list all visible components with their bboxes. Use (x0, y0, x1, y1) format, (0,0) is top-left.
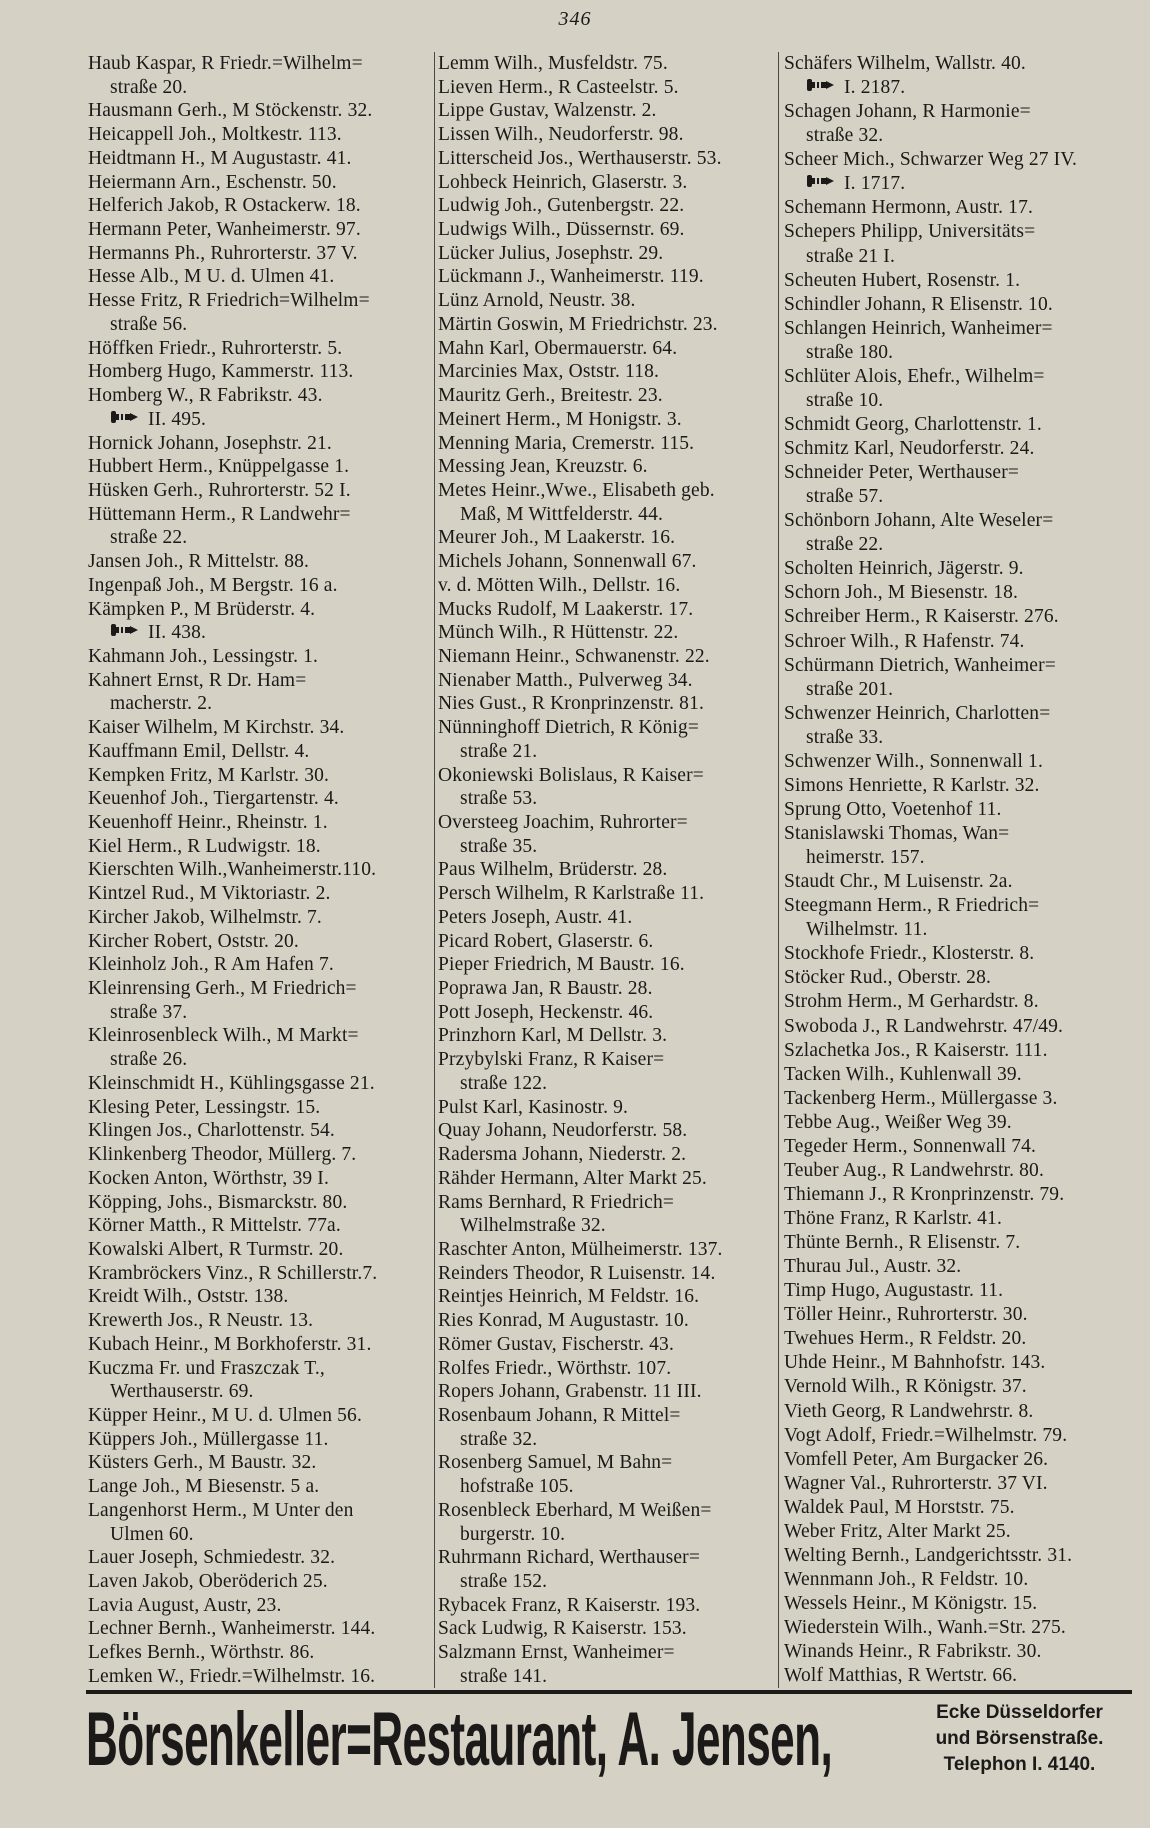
directory-entry: Helferich Jakob, R Ostackerw. 18. (88, 195, 361, 217)
entry-continuation: straße 180. (806, 341, 894, 363)
directory-entry: Oversteeg Joachim, Ruhrorter= (438, 812, 688, 833)
directory-entry: Litterscheid Jos., Werthauserstr. 53. (438, 147, 722, 169)
entry-continuation: straße 56. (110, 313, 188, 335)
directory-entry: Persch Wilhelm, R Karlstraße 11. (438, 883, 705, 905)
directory-entry: Niemann Heinr., Schwanenstr. 22. (438, 645, 710, 667)
directory-entry: Meinert Herm., M Honigstr. 3. (438, 408, 682, 430)
directory-entry: Schlangen Heinrich, Wanheimer= (784, 317, 1053, 339)
directory-entry: Keuenhoff Heinr., Rheinstr. 1. (88, 812, 328, 833)
directory-entry: Ingenpaß Joh., M Bergstr. 16 a. (88, 574, 338, 596)
directory-entry: Hüttemann Herm., R Landwehr= (88, 503, 351, 525)
directory-entry: Lippe Gustav, Walzenstr. 2. (438, 100, 657, 122)
directory-entry: Kowalski Albert, R Turmstr. 20. (88, 1238, 344, 1260)
entry-continuation: straße 32. (460, 1428, 538, 1450)
directory-entry: Waldek Paul, M Horststr. 75. (784, 1496, 1015, 1518)
directory-entry: Tegeder Herm., Sonnenwall 74. (784, 1135, 1037, 1157)
directory-entry: Klesing Peter, Lessingstr. 15. (88, 1096, 321, 1118)
directory-entry: Welting Bernh., Landgerichtsstr. 31. (784, 1544, 1073, 1566)
directory-entry: Kleinschmidt H., Kühlingsgasse 21. (88, 1072, 375, 1094)
directory-entry: Lefkes Bernh., Wörthstr. 86. (88, 1642, 315, 1664)
directory-entry: Nies Gust., R Kronprinzenstr. 81. (438, 693, 705, 715)
directory-entry: Staudt Chr., M Luisenstr. 2a. (784, 871, 1013, 893)
entry-continuation: straße 21. (460, 740, 538, 762)
directory-entry: Kleinholz Joh., R Am Hafen 7. (88, 954, 334, 976)
entry-continuation: heimerstr. 157. (806, 847, 925, 869)
entry-continuation: straße 152. (460, 1571, 548, 1592)
phone-entry (784, 172, 1129, 195)
directory-entry: Reinders Theodor, R Luisenstr. 14. (438, 1262, 716, 1284)
directory-entry: Langenhorst Herm., M Unter den (88, 1499, 354, 1521)
directory-entry: Ries Konrad, M Augustastr. 10. (438, 1310, 689, 1332)
advertisement-address-line: Ecke Düsseldorfer (936, 1702, 1103, 1723)
directory-entry: Tackenberg Herm., Müllergasse 3. (784, 1087, 1058, 1109)
directory-entry: Radersma Johann, Niederstr. 2. (438, 1144, 687, 1166)
entry-continuation: Maß, M Wittfelderstr. 44. (460, 503, 663, 525)
directory-entry: Keuenhof Joh., Tiergartenstr. 4. (88, 788, 339, 810)
directory-entry: Kleinrensing Gerh., M Friedrich= (88, 978, 357, 1000)
directory-entry: Timp Hugo, Augustastr. 11. (784, 1280, 1004, 1302)
directory-entry: Scholten Heinrich, Jägerstr. 9. (784, 558, 1024, 580)
telephone-receiver-icon (806, 76, 836, 99)
directory-entry: Schindler Johann, R Elisenstr. 10. (784, 293, 1053, 315)
directory-entry: Wennmann Joh., R Feldstr. 10. (784, 1568, 1029, 1590)
directory-entry: Lückmann J., Wanheimerstr. 119. (438, 266, 704, 288)
directory-entry: Vieth Georg, R Landwehrstr. 8. (784, 1400, 1034, 1422)
directory-entry: Schroer Wilh., R Hafenstr. 74. (784, 630, 1025, 652)
directory-entry: Prinzhorn Karl, M Dellstr. 3. (438, 1025, 668, 1047)
directory-entry: Raschter Anton, Mülheimerstr. 137. (438, 1238, 723, 1260)
directory-entry: Rähder Hermann, Alter Markt 25. (438, 1167, 707, 1189)
directory-entry: Hausmann Gerh., M Stöckenstr. 32. (88, 100, 373, 122)
directory-entry: Kaiser Wilhelm, M Kirchstr. 34. (88, 717, 345, 739)
entry-continuation: straße 22. (110, 527, 188, 549)
directory-entry: Kleinrosenbleck Wilh., M Markt= (88, 1025, 359, 1047)
directory-entry: Scheer Mich., Schwarzer Weg 27 IV. (784, 149, 1078, 171)
directory-entry: Pulst Karl, Kasinostr. 9. (438, 1096, 629, 1118)
page-number: 346 (558, 8, 592, 30)
directory-entry: Kahnert Ernst, R Dr. Ham= (88, 669, 307, 691)
directory-entry: Schäfers Wilhelm, Wallstr. 40. (784, 53, 1026, 74)
directory-entry: Lieven Herm., R Casteelstr. 5. (438, 76, 679, 98)
entry-continuation: burgerstr. 10. (460, 1523, 566, 1545)
directory-entry: Lange Joh., M Biesenstr. 5 a. (88, 1476, 320, 1498)
directory-column-3 (784, 52, 1129, 1688)
directory-entry: Laven Jakob, Oberöderich 25. (88, 1571, 328, 1592)
directory-entry: Thiemann J., R Kronprinzenstr. 79. (784, 1183, 1065, 1205)
directory-entry: Schagen Johann, R Harmonie= (784, 101, 1031, 123)
directory-entry: Höffken Friedr., Ruhrorterstr. 5. (88, 337, 343, 359)
phone-number: II. 495. (148, 408, 207, 430)
directory-entry: Paus Wilhelm, Brüderstr. 28. (438, 859, 668, 881)
directory-entry: Lemken W., Friedr.=Wilhelmstr. 16. (88, 1665, 376, 1687)
directory-entry: Wessels Heinr., M Königstr. 15. (784, 1593, 1038, 1614)
directory-entry: Kreidt Wilh., Oststr. 138. (88, 1286, 289, 1308)
directory-entry: Heidtmann H., M Augustastr. 41. (88, 147, 352, 169)
directory-entry: Vernold Wilh., R Königstr. 37. (784, 1376, 1027, 1398)
directory-entry: Peters Joseph, Austr. 41. (438, 906, 633, 928)
directory-entry: Schmidt Georg, Charlottenstr. 1. (784, 413, 1042, 435)
column-divider (434, 52, 435, 1688)
directory-entry: Kocken Anton, Wörthstr, 39 I. (88, 1167, 329, 1189)
directory-entry: Twehues Herm., R Feldstr. 20. (784, 1328, 1027, 1350)
directory-entry: Ropers Johann, Grabenstr. 11 III. (438, 1381, 702, 1403)
entry-continuation: straße 26. (110, 1049, 188, 1071)
directory-entry: Kempken Fritz, M Karlstr. 30. (88, 764, 330, 786)
directory-entry: Töller Heinr., Ruhrorterstr. 30. (784, 1304, 1028, 1326)
directory-entry: Uhde Heinr., M Bahnhofstr. 143. (784, 1352, 1046, 1374)
phone-entry (88, 408, 432, 431)
directory-entry: Kircher Jakob, Wilhelmstr. 7. (88, 906, 322, 928)
entry-continuation: Werthauserstr. 69. (110, 1381, 254, 1403)
directory-entry: Krewerth Jos., R Neustr. 13. (88, 1310, 314, 1332)
entry-continuation: macherstr. 2. (110, 693, 213, 715)
phone-entry (784, 76, 1129, 99)
directory-entry: Rosenbaum Johann, R Mittel= (438, 1404, 681, 1426)
entry-continuation: Ulmen 60. (110, 1523, 194, 1545)
directory-entry: v. d. Mötten Wilh., Dellstr. 16. (438, 574, 681, 596)
directory-entry: Kircher Robert, Oststr. 20. (88, 930, 299, 952)
entry-continuation: straße 201. (806, 678, 894, 700)
directory-entry: Hornick Johann, Josephstr. 21. (88, 432, 332, 454)
phone-number: I. 1717. (844, 173, 906, 195)
directory-entry: Stockhofe Friedr., Klosterstr. 8. (784, 943, 1035, 965)
directory-entry: Vogt Adolf, Friedr.=Wilhelmstr. 79. (784, 1424, 1068, 1446)
entry-continuation: straße 37. (110, 1001, 188, 1023)
directory-entry: Messing Jean, Kreuzstr. 6. (438, 456, 648, 478)
directory-entry: Stöcker Rud., Oberstr. 28. (784, 967, 992, 989)
directory-entry: Strohm Herm., M Gerhardstr. 8. (784, 991, 1039, 1013)
directory-column-1 (88, 52, 432, 1688)
directory-entry: Münch Wilh., R Hüttenstr. 22. (438, 622, 679, 644)
directory-entry: Heicappell Joh., Moltkestr. 113. (88, 124, 342, 146)
directory-entry: Pieper Friedrich, M Baustr. 16. (438, 954, 685, 976)
directory-entry: Schürmann Dietrich, Wanheimer= (784, 654, 1056, 676)
directory-entry: Tebbe Aug., Weißer Weg 39. (784, 1111, 1012, 1133)
telephone-receiver-icon (806, 172, 836, 195)
directory-entry: Römer Gustav, Fischerstr. 43. (438, 1333, 674, 1355)
directory-entry: Hüsken Gerh., Ruhrorterstr. 52 I. (88, 479, 351, 501)
directory-entry: Heiermann Arn., Eschenstr. 50. (88, 171, 337, 193)
directory-entry: Märtin Goswin, M Friedrichstr. 23. (438, 313, 718, 335)
directory-entry: Quay Johann, Neudorferstr. 58. (438, 1120, 688, 1142)
directory-entry: Thurau Jul., Austr. 32. (784, 1256, 962, 1278)
advertisement-address (907, 1700, 1132, 1778)
telephone-receiver-icon (110, 408, 140, 431)
directory-entry: Vomfell Peter, Am Burgacker 26. (784, 1448, 1049, 1470)
directory-entry: Michels Johann, Sonnenwall 67. (438, 551, 697, 573)
directory-entry: Wolf Matthias, R Wertstr. 66. (784, 1665, 1018, 1687)
directory-entry: Kubach Heinr., M Borkhoferstr. 31. (88, 1333, 372, 1355)
directory-entry: Lissen Wilh., Neudorferstr. 98. (438, 124, 684, 146)
advertisement-title: Börsenkeller=Restaurant, A. Jensen, (86, 1697, 833, 1782)
directory-entry: Schemann Hermonn, Austr. 17. (784, 197, 1034, 219)
directory-entry: Weber Fritz, Alter Markt 25. (784, 1520, 1011, 1542)
entry-continuation: straße 22. (806, 534, 884, 556)
directory-entry: Przybylski Franz, R Kaiser= (438, 1049, 665, 1071)
directory-entry: Nünninghoff Dietrich, R König= (438, 717, 700, 739)
directory-entry: Schönborn Johann, Alte Weseler= (784, 510, 1054, 532)
directory-entry: Schwenzer Wilh., Sonnenwall 1. (784, 750, 1043, 772)
directory-entry: Schreiber Herm., R Kaiserstr. 276. (784, 606, 1059, 628)
directory-entry: Lauer Joseph, Schmiedestr. 32. (88, 1547, 336, 1569)
directory-entry: Kierschten Wilh.,Wanheimerstr.110. (88, 859, 377, 881)
directory-entry: Mahn Karl, Obermauerstr. 64. (438, 337, 678, 359)
directory-entry: Salzmann Ernst, Wanheimer= (438, 1642, 675, 1664)
telephone-receiver-icon (110, 621, 140, 644)
phone-number: II. 438. (148, 622, 207, 644)
directory-column-2 (438, 52, 774, 1688)
directory-entry: Winands Heinr., R Fabrikstr. 30. (784, 1641, 1042, 1663)
directory-entry: Schorn Joh., M Biesenstr. 18. (784, 582, 1019, 604)
phone-number: I. 2187. (844, 77, 906, 99)
entry-continuation: straße 33. (806, 726, 884, 748)
directory-entry: Köpping, Johs., Bismarckstr. 80. (88, 1191, 348, 1213)
entry-continuation: Wilhelmstraße 32. (460, 1215, 606, 1237)
entry-continuation: straße 35. (460, 835, 538, 857)
directory-entry: Rams Bernhard, R Friedrich= (438, 1191, 675, 1213)
directory-entry: Sprung Otto, Voetenhof 11. (784, 798, 1002, 820)
directory-entry: Okoniewski Bolislaus, R Kaiser= (438, 764, 704, 786)
directory-entry: Thöne Franz, R Karlstr. 41. (784, 1208, 1002, 1229)
directory-entry: Teuber Aug., R Landwehrstr. 80. (784, 1159, 1044, 1181)
entry-continuation: straße 141. (460, 1665, 548, 1687)
directory-entry: Swoboda J., R Landwehrstr. 47/49. (784, 1015, 1064, 1037)
directory-entry: Hubbert Herm., Knüppelgasse 1. (88, 456, 350, 478)
directory-entry: Nienaber Matth., Pulverweg 34. (438, 669, 693, 691)
directory-entry: Kiel Herm., R Ludwigstr. 18. (88, 835, 321, 857)
entry-continuation: straße 122. (460, 1072, 548, 1094)
directory-entry: Schwenzer Heinrich, Charlotten= (784, 702, 1051, 724)
directory-entry: Ludwig Joh., Gutenbergstr. 22. (438, 195, 685, 217)
directory-entry: Rosenberg Samuel, M Bahn= (438, 1452, 673, 1474)
directory-entry: Reintjes Heinrich, M Feldstr. 16. (438, 1286, 700, 1308)
entry-continuation: straße 57. (806, 486, 884, 508)
directory-entry: Pott Joseph, Heckenstr. 46. (438, 1001, 654, 1023)
directory-entry: Sack Ludwig, R Kaiserstr. 153. (438, 1618, 687, 1640)
directory-entry: Lücker Julius, Josephstr. 29. (438, 242, 664, 264)
directory-entry: Klingen Jos., Charlottenstr. 54. (88, 1120, 335, 1142)
directory-entry: Jansen Joh., R Mittelstr. 88. (88, 551, 310, 573)
phone-entry (88, 621, 432, 644)
directory-entry: Hesse Alb., M U. d. Ulmen 41. (88, 266, 335, 288)
directory-entry: Picard Robert, Glaserstr. 6. (438, 930, 654, 952)
directory-entry: Küpper Heinr., M U. d. Ulmen 56. (88, 1404, 362, 1426)
directory-entry: Haub Kaspar, R Friedr.=Wilhelm= (88, 53, 363, 74)
directory-entry: Mauritz Gerh., Breitestr. 23. (438, 385, 663, 407)
directory-entry: Schneider Peter, Werthauser= (784, 462, 1020, 484)
directory-entry: Kuczma Fr. und Fraszczak T., (88, 1357, 325, 1379)
directory-entry: Lavia August, Austr, 23. (88, 1594, 282, 1616)
directory-entry: Kintzel Rud., M Viktoriastr. 2. (88, 883, 331, 905)
directory-entry: Szlachetka Jos., R Kaiserstr. 111. (784, 1039, 1048, 1061)
advertisement (86, 1694, 1132, 1786)
entry-continuation: straße 32. (806, 125, 884, 147)
directory-entry: Wagner Val., Ruhrorterstr. 37 VI. (784, 1472, 1048, 1494)
entry-continuation: straße 21 I. (806, 245, 895, 267)
directory-entry: Ruhrmann Richard, Werthauser= (438, 1547, 700, 1569)
entry-continuation: hofstraße 105. (460, 1476, 574, 1498)
entry-continuation: straße 10. (806, 389, 884, 411)
directory-entry: Meurer Joh., M Laakerstr. 16. (438, 527, 676, 549)
directory-entry: Hesse Fritz, R Friedrich=Wilhelm= (88, 290, 370, 312)
column-divider (778, 52, 779, 1688)
directory-entry: Poprawa Jan, R Baustr. 28. (438, 978, 653, 1000)
directory-entry: Hermanns Ph., Ruhrorterstr. 37 V. (88, 242, 358, 264)
directory-entry: Rybacek Franz, R Kaiserstr. 193. (438, 1594, 701, 1616)
directory-entry: Menning Maria, Cremerstr. 115. (438, 432, 695, 454)
directory-entry: Küppers Joh., Müllergasse 11. (88, 1428, 329, 1450)
directory-entry: Krambröckers Vinz., R Schillerstr.7. (88, 1262, 378, 1284)
directory-entry: Körner Matth., R Mittelstr. 77a. (88, 1215, 341, 1237)
advertisement-address-line: und Börsenstraße. (935, 1728, 1104, 1749)
directory-entry: Wiederstein Wilh., Wanh.=Str. 275. (784, 1617, 1066, 1639)
entry-continuation: Wilhelmstr. 11. (806, 919, 928, 941)
directory-entry: Thünte Bernh., R Elisenstr. 7. (784, 1232, 1021, 1254)
directory-entry: Schepers Philipp, Universitäts= (784, 221, 1036, 243)
directory-entry: Klinkenberg Theodor, Müllerg. 7. (88, 1144, 357, 1166)
directory-entry: Mucks Rudolf, M Laakerstr. 17. (438, 598, 694, 620)
directory-entry: Simons Henriette, R Karlstr. 32. (784, 774, 1040, 796)
directory-entry: Lohbeck Heinrich, Glaserstr. 3. (438, 171, 688, 193)
directory-entry: Hermann Peter, Wanheimerstr. 97. (88, 219, 361, 241)
directory-entry: Homberg W., R Fabrikstr. 43. (88, 385, 323, 407)
directory-entry: Küsters Gerh., M Baustr. 32. (88, 1452, 317, 1474)
directory-entry: Steegmann Herm., R Friedrich= (784, 895, 1040, 917)
directory-entry: Schmitz Karl, Neudorferstr. 24. (784, 438, 1035, 459)
directory-entry: Kämpken P., M Brüderstr. 4. (88, 598, 316, 620)
directory-entry: Marcinies Max, Oststr. 118. (438, 361, 660, 383)
directory-entry: Lemm Wilh., Musfeldstr. 75. (438, 53, 668, 74)
directory-entry: Rosenbleck Eberhard, M Weißen= (438, 1499, 712, 1521)
directory-entry: Tacken Wilh., Kuhlenwall 39. (784, 1063, 1022, 1085)
directory-entry: Homberg Hugo, Kammerstr. 113. (88, 361, 354, 383)
directory-entry: Scheuten Hubert, Rosenstr. 1. (784, 269, 1021, 291)
directory-entry: Kahmann Joh., Lessingstr. 1. (88, 645, 319, 667)
advertisement-telephone: Telephon I. 4140. (943, 1754, 1096, 1775)
directory-entry: Schlüter Alois, Ehefr., Wilhelm= (784, 365, 1045, 387)
directory-entry: Lünz Arnold, Neustr. 38. (438, 290, 636, 312)
directory-entry: Ludwigs Wilh., Düssernstr. 69. (438, 219, 685, 241)
directory-entry: Kauffmann Emil, Dellstr. 4. (88, 740, 310, 762)
entry-continuation: straße 53. (460, 788, 538, 810)
directory-entry: Rolfes Friedr., Wörthstr. 107. (438, 1357, 672, 1379)
directory-entry: Lechner Bernh., Wanheimerstr. 144. (88, 1618, 376, 1640)
directory-entry: Metes Heinr.,Wwe., Elisabeth geb. (438, 479, 715, 501)
directory-entry: Stanislawski Thomas, Wan= (784, 823, 1010, 844)
entry-continuation: straße 20. (110, 76, 188, 98)
